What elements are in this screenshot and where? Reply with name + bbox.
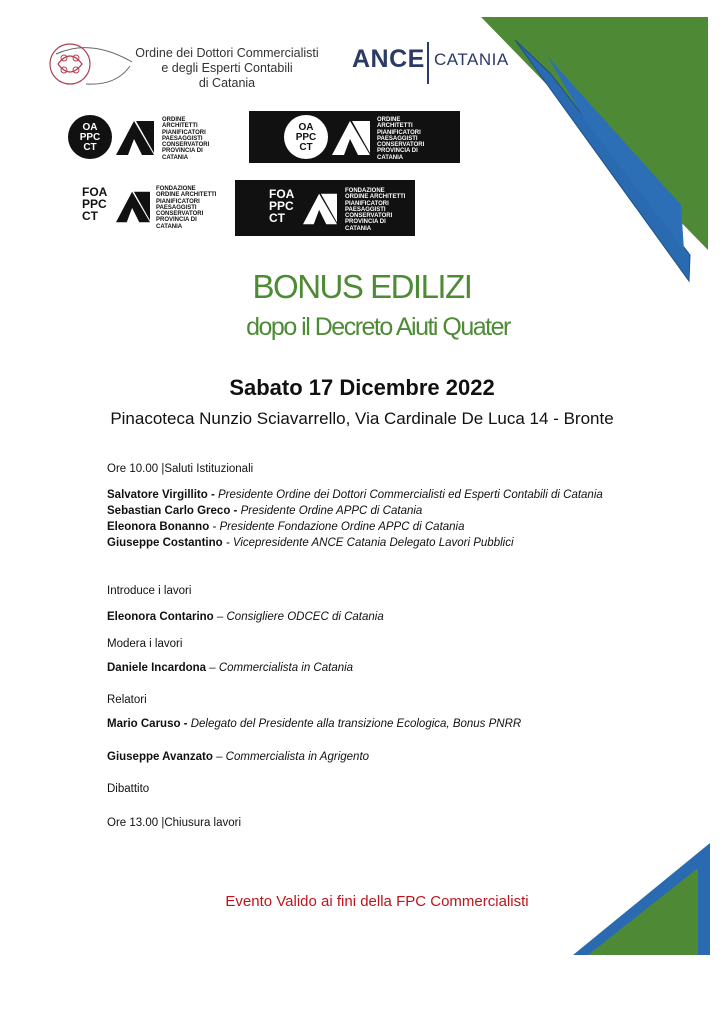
speaker-name: Eleonora Bonanno	[107, 521, 210, 533]
speaker-name: Eleonora Contarino	[107, 611, 214, 623]
oappc-logo-dark	[249, 111, 460, 163]
foa-mark-line-1: FOA	[82, 185, 108, 199]
oappc-mark	[68, 115, 112, 159]
foa-mark-dark-3: CT	[269, 211, 285, 225]
foa-text-dark-1: FONDAZIONE	[345, 188, 385, 194]
foa-text-dark-4: PAESAGGISTI	[345, 206, 386, 213]
odcec-line-1: Ordine dei Dottori Commercialisti	[135, 46, 319, 60]
architect-triangle-icon	[114, 119, 156, 157]
event-date: Sabato 17 Dicembre 2022	[229, 375, 495, 400]
speaker-row	[107, 751, 369, 763]
foa-text-dark-3: PIANIFICATORI	[345, 200, 389, 207]
foappc-text	[156, 186, 216, 230]
architect-triangle-dark-icon	[330, 119, 372, 157]
foa-text-1: FONDAZIONE	[156, 186, 196, 192]
foa-text-dark-7: CATANIA	[345, 225, 372, 232]
speaker-name: Giuseppe Avanzato	[107, 751, 213, 763]
odcec-emblem-icon	[46, 40, 136, 88]
greeting-row	[107, 489, 603, 501]
foundation-triangle-dark-icon	[301, 192, 339, 226]
oa-mark-line-3: CT	[83, 142, 97, 153]
speaker-role: - Presidente Fondazione Ordine APPC di Catania	[209, 521, 465, 533]
oa-mark-dark-line-3: CT	[299, 142, 313, 153]
speaker-name: Daniele Incardona	[107, 662, 207, 674]
intro-row	[107, 611, 384, 623]
oappc-logo-light	[68, 115, 218, 161]
foa-text-dark-5: CONSERVATORI	[345, 213, 393, 220]
oa-text-dark-3: PIANIFICATORI	[377, 129, 421, 136]
foa-text-2: ORDINE ARCHITETTI	[156, 192, 217, 199]
moderator-label: Modera i lavori	[107, 638, 183, 650]
oa-text-2: ARCHITETTI	[162, 123, 198, 130]
foa-text-dark-6: PROVINCIA DI	[345, 219, 386, 226]
foappc-mark	[82, 186, 107, 222]
odcec-logo-text	[127, 46, 327, 91]
event-title: BONUS EDILIZI	[252, 268, 472, 305]
speaker-name: Salvatore Virgillito -	[107, 489, 215, 501]
foa-text-dark-2: ORDINE ARCHITETTI	[345, 194, 406, 201]
speaker-role: Delegato del Presidente alla transizione Ecologica, Bonus PNRR	[187, 718, 522, 730]
odcec-line-2: e degli Esperti Contabili	[161, 61, 293, 75]
oa-text-dark-1: ORDINE	[377, 117, 401, 123]
speaker-role: – Consigliere ODCEC di Catania	[213, 611, 384, 623]
oa-text-dark-7: CATANIA	[377, 154, 404, 161]
oa-text-6: PROVINCIA DI	[162, 148, 203, 155]
event-subtitle: dopo il Decreto Aiuti Quater	[246, 313, 510, 341]
foappc-text-dark	[345, 188, 405, 232]
speakers-label: Relatori	[107, 694, 147, 706]
oa-mark-line-1: OA	[82, 122, 98, 133]
speaker-name: Sebastian Carlo Greco -	[107, 505, 238, 517]
foa-text-7: CATANIA	[156, 223, 183, 230]
ance-logo-city: CATANIA	[434, 50, 509, 69]
oa-text-3: PIANIFICATORI	[162, 129, 206, 136]
oa-text-4: PAESAGGISTI	[162, 135, 203, 142]
greeting-row	[107, 521, 465, 533]
speaker-role: – Commercialista in Agrigento	[212, 751, 370, 763]
foappc-logo-light	[82, 186, 232, 232]
oa-mark-line-2: PPC	[79, 132, 101, 143]
speaker-role: - Vicepresidente ANCE Catania Delegato Lavori Pubblici	[222, 537, 514, 549]
speaker-name: Giuseppe Costantino	[107, 537, 223, 549]
oa-text-1: ORDINE	[162, 117, 186, 123]
speaker-role: Presidente Ordine dei Dottori Commercialisti ed Esperti Contabili di Catania	[214, 489, 603, 501]
foappc-mark-dark	[269, 188, 294, 224]
foa-text-6: PROVINCIA DI	[156, 217, 197, 224]
foappc-logo-dark	[235, 180, 415, 236]
debate-label: Dibattito	[107, 783, 150, 795]
greeting-row	[107, 505, 422, 517]
ance-logo-divider	[427, 42, 429, 84]
accreditation-note: Evento Valido ai fini della FPC Commercialisti	[225, 893, 529, 910]
oa-text-dark-6: PROVINCIA DI	[377, 148, 418, 155]
ance-logo-word: ANCE	[352, 45, 425, 73]
oappc-mark-dark	[284, 115, 328, 159]
oappc-text	[162, 117, 209, 161]
oa-mark-dark-line-1: OA	[298, 122, 314, 133]
oa-mark-dark-line-2: PPC	[295, 132, 317, 143]
intro-label: Introduce i lavori	[107, 585, 192, 597]
program-closing: Ore 13.00 |Chiusura lavori	[107, 817, 242, 829]
oa-text-dark-4: PAESAGGISTI	[377, 135, 418, 142]
oa-text-5: CONSERVATORI	[162, 142, 210, 149]
speaker-row	[107, 718, 521, 730]
oa-text-dark-2: ARCHITETTI	[377, 123, 413, 130]
odcec-line-3: di Catania	[198, 76, 256, 90]
foa-text-4: PAESAGGISTI	[156, 204, 197, 211]
moderator-row	[107, 662, 353, 674]
foa-mark-dark-1: FOA	[269, 187, 295, 201]
program-opening: Ore 10.00 |Saluti Istituzionali	[107, 463, 254, 475]
speaker-name: Mario Caruso -	[107, 718, 188, 730]
foa-mark-dark-2: PPC	[269, 199, 294, 213]
foa-text-5: CONSERVATORI	[156, 211, 204, 218]
oa-text-7: CATANIA	[162, 154, 189, 161]
speaker-role: Presidente Ordine APPC di Catania	[237, 505, 423, 517]
foa-text-3: PIANIFICATORI	[156, 198, 200, 205]
foundation-triangle-icon	[114, 190, 152, 224]
foa-mark-line-3: CT	[82, 209, 98, 223]
greeting-row	[107, 537, 514, 549]
speaker-role: – Commercialista in Catania	[206, 662, 354, 674]
oappc-text-dark	[377, 117, 424, 161]
foa-mark-line-2: PPC	[82, 197, 107, 211]
event-venue: Pinacoteca Nunzio Sciavarrello, Via Cardinale De Luca 14 - Bronte	[110, 409, 614, 428]
oa-text-dark-5: CONSERVATORI	[377, 142, 425, 149]
